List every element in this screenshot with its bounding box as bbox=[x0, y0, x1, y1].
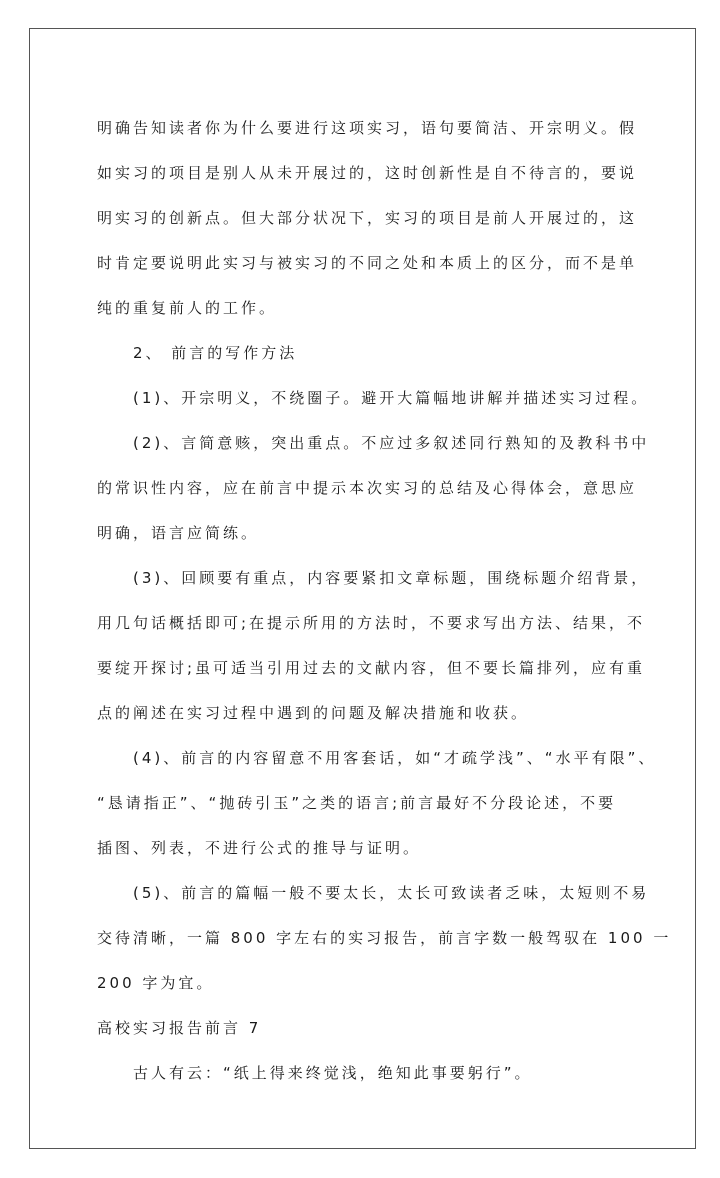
text-line: 的常识性内容，应在前言中提示本次实习的总结及心得体会，意思应 bbox=[97, 479, 638, 497]
text-line: “恳请指正”、“抛砖引玉”之类的语言;前言最好不分段论述，不要 bbox=[97, 794, 617, 812]
text-line: (1)、开宗明义，不绕圈子。避开大篇幅地讲解并描述实习过程。 bbox=[133, 389, 650, 407]
text-line: 纯的重复前人的工作。 bbox=[97, 299, 278, 317]
text-line: 如实习的项目是别人从未开展过的，这时创新性是自不待言的，要说 bbox=[97, 164, 638, 182]
text-line: 明确告知读者你为什么要进行这项实习，语句要简洁、开宗明义。假 bbox=[97, 119, 638, 137]
text-line: 古人有云：“纸上得来终觉浅，绝知此事要躬行”。 bbox=[133, 1064, 533, 1082]
text-line: 高校实习报告前言 7 bbox=[97, 1019, 262, 1037]
text-line: (5)、前言的篇幅一般不要太长，太长可致读者乏味，太短则不易 bbox=[133, 884, 650, 902]
text-line: (3)、回顾要有重点，内容要紧扣文章标题，围绕标题介绍背景， bbox=[133, 569, 650, 587]
text-line: 明确，语言应简练。 bbox=[97, 524, 260, 542]
text-line: 2、 前言的写作方法 bbox=[133, 344, 298, 362]
text-line: 明实习的创新点。但大部分状况下，实习的项目是前人开展过的，这 bbox=[97, 209, 638, 227]
text-line: (2)、言简意赅，突出重点。不应过多叙述同行熟知的及教科书中 bbox=[133, 434, 650, 452]
text-line: 交待清晰，一篇 800 字左右的实习报告，前言字数一般驾驭在 100 一 bbox=[97, 929, 672, 947]
text-line: 插图、列表，不进行公式的推导与证明。 bbox=[97, 839, 422, 857]
text-line: (4)、前言的内容留意不用客套话，如“才疏学浅”、“水平有限”、 bbox=[133, 749, 657, 767]
text-line: 时肯定要说明此实习与被实习的不同之处和本质上的区分，而不是单 bbox=[97, 254, 638, 272]
text-line: 200 字为宜。 bbox=[97, 974, 215, 992]
text-line: 用几句话概括即可;在提示所用的方法时，不要求写出方法、结果，不 bbox=[97, 614, 646, 632]
text-line: 要绽开探讨;虽可适当引用过去的文献内容，但不要长篇排列，应有重 bbox=[97, 659, 646, 677]
text-line: 点的阐述在实习过程中遇到的问题及解决措施和收获。 bbox=[97, 704, 530, 722]
